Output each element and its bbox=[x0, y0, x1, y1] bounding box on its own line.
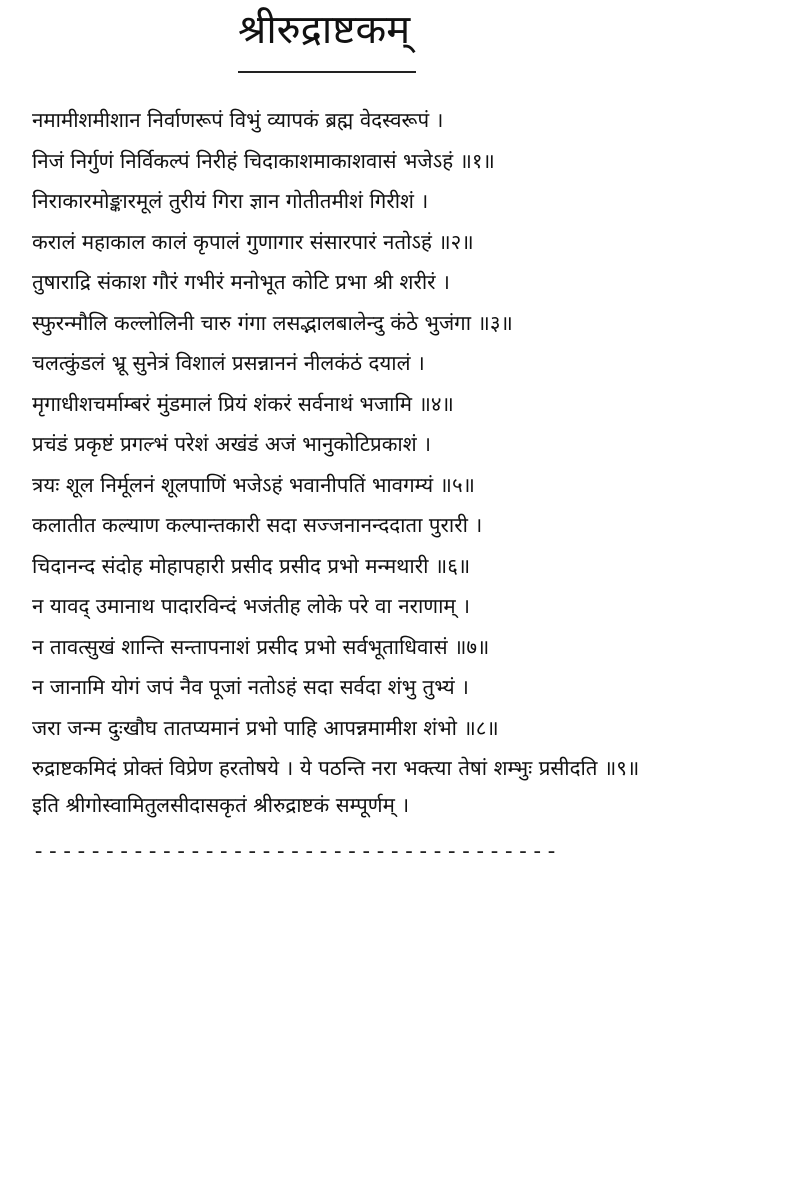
verse-line-9: प्रचंडं प्रकृष्टं प्रगल्भं परेशं अखंडं अजं भानुकोटिप्रकाशं । bbox=[32, 432, 431, 456]
verse-line-14: न तावत्सुखं शान्ति सन्तापनाशं प्रसीद प्रभो सर्वभूताधिवासं ॥७॥ bbox=[32, 634, 490, 659]
verse-line-6: स्फुरन्मौलि कल्लोलिनी चारु गंगा लसद्भालबालेन्दु कंठे भुजंगा ॥३॥ bbox=[32, 310, 513, 335]
verse-line-8: मृगाधीशचर्माम्बरं मुंडमालं प्रियं शंकरं सर्वनाथं भजामि ॥४॥ bbox=[32, 391, 454, 416]
verse-line-15: न जानामि योगं जपं नैव पूजां नतोऽहं सदा सर्वदा शंभु तुभ्यं । bbox=[32, 675, 469, 699]
verse-line-11: कलातीत कल्याण कल्पान्तकारी सदा सज्जनानन्ददाता पुरारी । bbox=[32, 513, 483, 537]
title-underline bbox=[238, 71, 416, 73]
verse-line-12: चिदानन्द संदोह मोहापहारी प्रसीद प्रसीद प्रभो मन्मथारी ॥६॥ bbox=[32, 553, 471, 578]
verse-line-3: निराकारमोङ्कारमूलं तुरीयं गिरा ज्ञान गोतीतमीशं गिरीशं । bbox=[32, 189, 429, 213]
dashed-divider: ------------------------------------- bbox=[32, 839, 560, 864]
verse-line-1: नमामीशमीशान निर्वाणरूपं विभुं व्यापकं ब्रह्म वेदस्वरूपं । bbox=[32, 108, 444, 132]
verse-line-2: निजं निर्गुणं निर्विकल्पं निरीहं चिदाकाशमाकाशवासं भजेऽहं ॥१॥ bbox=[32, 148, 495, 173]
colophon: इति श्रीगोस्वामितुलसीदासकृतं श्रीरुद्राष्टकं सम्पूर्णम् । bbox=[32, 793, 410, 817]
verse-line-17: रुद्राष्टकमिदं प्रोक्तं विप्रेण हरतोषये । ये पठन्ति नरा भक्त्या तेषां शम्भुः प्रसीदति ॥९॥ bbox=[32, 756, 640, 780]
verse-list bbox=[32, 100, 802, 789]
verse-line-13: न यावद् उमानाथ पादारविन्दं भजंतीह लोके परे वा नराणाम् । bbox=[32, 594, 470, 618]
verse-line-7: चलत्कुंडलं भ्रू सुनेत्रं विशालं प्रसन्नाननं नीलकंठं दयालं । bbox=[32, 351, 425, 375]
verse-line-10: त्रयः शूल निर्मूलनं शूलपाणिं भजेऽहं भवानीपतिं भावगम्यं ॥५॥ bbox=[32, 472, 475, 497]
verse-line-4: करालं महाकाल कालं कृपालं गुणागार संसारपारं नतोऽहं ॥२॥ bbox=[32, 229, 474, 254]
verse-line-16: जरा जन्म दुःखौघ तातप्यमानं प्रभो पाहि आपन्नमामीश शंभो ॥८॥ bbox=[32, 715, 499, 740]
page-title: श्रीरुद्राष्टकम् bbox=[238, 7, 411, 53]
verse-line-5: तुषाराद्रि संकाश गौरं गभीरं मनोभूत कोटि प्रभा श्री शरीरं । bbox=[32, 270, 450, 294]
